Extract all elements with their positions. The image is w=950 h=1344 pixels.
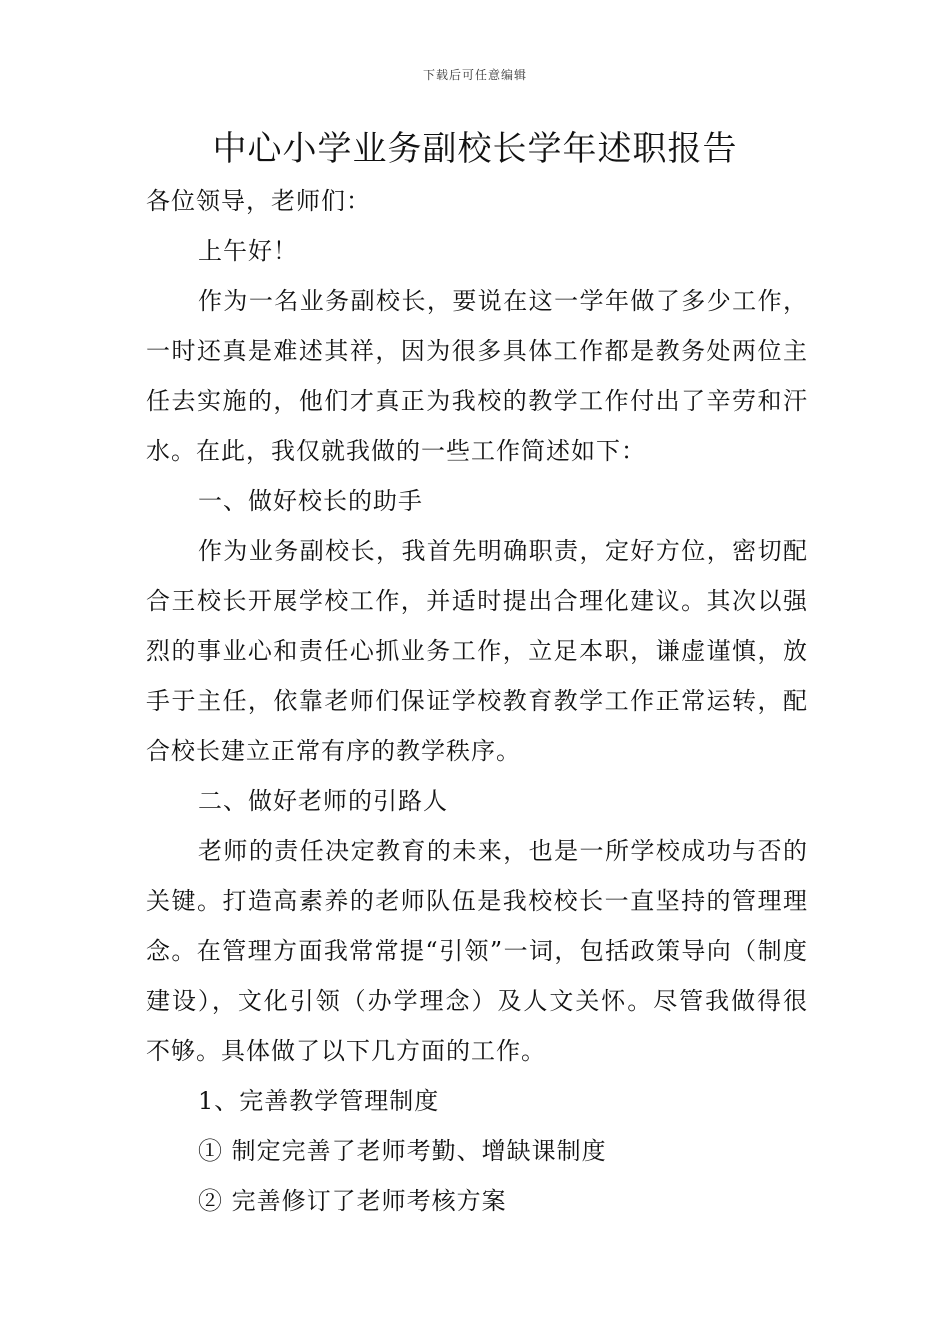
section-heading-2: 二、做好老师的引路人 — [198, 787, 448, 815]
header-note: 下载后可任意编辑 — [422, 68, 527, 82]
list-item: ② 完善修订了老师考核方案 — [198, 1187, 507, 1215]
document-title: 中心小学业务副校长学年述职报告 — [212, 129, 738, 169]
salutation: 各位领导，老师们： — [146, 187, 371, 215]
section-heading-1: 一、做好校长的助手 — [198, 487, 423, 515]
document-body — [146, 176, 808, 1226]
list-item: ① 制定完善了老师考勤、增缺课制度 — [198, 1137, 607, 1165]
paragraph-section-2: 老师的责任决定教育的未来，也是一所学校成功与否的关键。打造高素养的老师队伍是我校校长一直坚持的管理理念。在管理方面我常常提“引领”一词，包括政策导向（制度建设），文化引领（办学理念）及人文关怀。尽管我做得很不够。具体做了以下几方面的工作。 — [146, 837, 808, 1065]
greeting: 上午好！ — [198, 237, 298, 265]
paragraph-intro: 作为一名业务副校长，要说在这一学年做了多少工作，一时还真是难述其祥，因为很多具体工作都是教务处两位主任去实施的，他们才真正为我校的教学工作付出了辛劳和汗水。在此，我仅就我做的一些工作简述如下： — [146, 287, 808, 465]
paragraph-section-1: 作为业务副校长，我首先明确职责，定好方位，密切配合王校长开展学校工作，并适时提出合理化建议。其次以强烈的事业心和责任心抓业务工作，立足本职，谦虚谨慎，放手于主任，依靠老师们保证学校教育教学工作正常运转，配合校长建立正常有序的教学秩序。 — [146, 537, 808, 765]
subsection-heading-1: 1、完善教学管理制度 — [198, 1087, 440, 1115]
